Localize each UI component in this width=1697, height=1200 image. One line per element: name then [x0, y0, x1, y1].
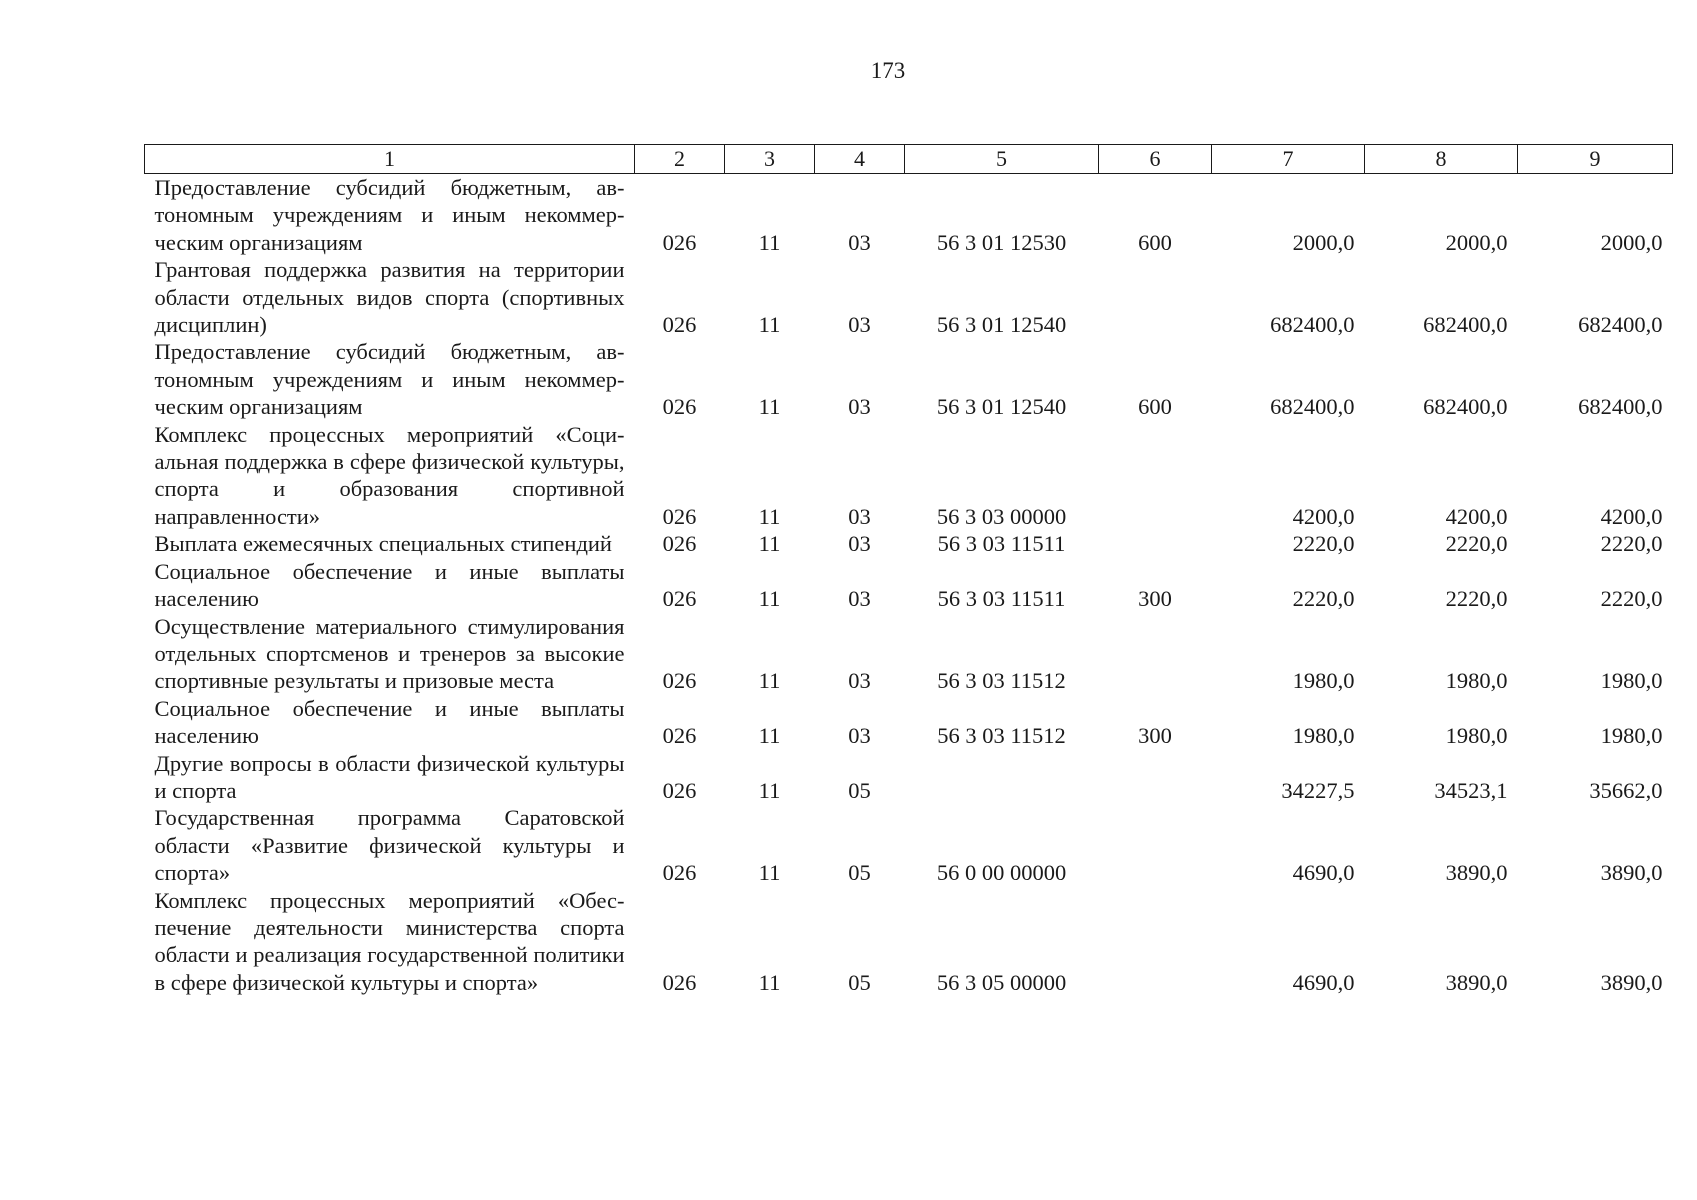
row-amount-col7: 4690,0 [1292, 969, 1355, 995]
row-name: Государственная программа Саратовской области «Развитие физической культуры и спорта» [154, 805, 625, 886]
row-amount-col7: 2220,0 [1292, 586, 1355, 612]
row-subsection: 05 [848, 969, 871, 995]
row-admin-code: 026 [662, 969, 697, 995]
row-amount-col9: 1980,0 [1600, 668, 1663, 694]
table-row [145, 695, 1673, 750]
row-amount-col9: 3890,0 [1600, 969, 1663, 995]
row-admin-code: 026 [662, 668, 697, 694]
row-amount-col9: 35662,0 [1589, 777, 1663, 803]
header-cell-8: 8 [1365, 145, 1518, 174]
row-name: Выплата ежемесячных специальных стипендий [154, 531, 612, 557]
header-row [145, 145, 1673, 174]
row-amount-col8: 2220,0 [1445, 586, 1508, 612]
row-target-article: 56 3 03 00000 [936, 503, 1067, 529]
row-amount-col7: 682400,0 [1270, 394, 1355, 420]
row-amount-col9: 2000,0 [1600, 229, 1663, 255]
row-amount-col8: 682400,0 [1423, 394, 1508, 420]
header-cell-9: 9 [1518, 145, 1673, 174]
budget-table [144, 144, 1673, 996]
row-expense-type: 300 [1138, 586, 1172, 612]
row-target-article: 56 3 01 12540 [936, 394, 1067, 420]
row-admin-code: 026 [662, 723, 697, 749]
row-target-article [905, 750, 1099, 805]
row-amount-col8: 2220,0 [1445, 531, 1508, 557]
row-subsection: 03 [848, 503, 871, 529]
header-cell-4: 4 [815, 145, 905, 174]
row-section: 11 [758, 229, 781, 255]
row-amount-col7: 1980,0 [1292, 723, 1355, 749]
row-amount-col7: 2000,0 [1292, 229, 1355, 255]
header-cell-2: 2 [635, 145, 725, 174]
row-target-article: 56 3 03 11512 [937, 723, 1066, 749]
row-section: 11 [758, 312, 781, 338]
header-cell-5: 5 [905, 145, 1099, 174]
table-row [145, 613, 1673, 695]
row-admin-code: 026 [662, 531, 697, 557]
row-subsection: 05 [848, 777, 871, 803]
table-row [145, 804, 1673, 886]
row-admin-code: 026 [662, 503, 697, 529]
table-row [145, 530, 1673, 557]
row-admin-code: 026 [662, 394, 697, 420]
row-admin-code: 026 [662, 860, 697, 886]
row-target-article: 56 0 00 00000 [936, 860, 1067, 886]
row-section: 11 [758, 723, 781, 749]
row-section: 11 [758, 668, 781, 694]
row-amount-col8: 2000,0 [1445, 229, 1508, 255]
header-cell-3: 3 [725, 145, 815, 174]
row-name: Комплекс процессных мероприятий «Обеспечение деятельности министерства спорта области и реализация государственной политики в сфере физической культуры и спорта» [154, 887, 625, 995]
row-amount-col9: 682400,0 [1578, 312, 1663, 338]
row-name: Комплекс процессных мероприятий «Социальная поддержка в сфере физической культуры, спорта и образования спортивной направленности» [154, 421, 625, 529]
page-number: 173 [870, 58, 906, 83]
row-amount-col7: 2220,0 [1292, 531, 1355, 557]
budget-table-container [144, 144, 1672, 996]
row-amount-col7: 682400,0 [1270, 312, 1355, 338]
row-name: Социальное обеспечение и иные выплаты населению [154, 695, 625, 749]
row-name: Грантовая поддержка развития на территории области отдельных видов спорта (спортивных дисциплин) [154, 257, 625, 338]
row-name: Социальное обеспечение и иные выплаты населению [154, 558, 625, 612]
table-body [145, 174, 1673, 997]
row-section: 11 [758, 503, 781, 529]
row-amount-col9: 682400,0 [1578, 394, 1663, 420]
row-name: Осуществление материального стимулирования отдельных спортсменов и тренеров за высокие спортивные результаты и призовые места [154, 613, 625, 694]
row-amount-col9: 3890,0 [1600, 860, 1663, 886]
row-expense-type: 600 [1138, 394, 1172, 420]
row-subsection: 03 [848, 312, 871, 338]
row-target-article: 56 3 01 12540 [936, 312, 1067, 338]
row-section: 11 [758, 531, 781, 557]
row-section: 11 [758, 586, 781, 612]
row-name: Предоставление субсидий бюджетным, автономным учреждениям и иным некоммерческим организациям [154, 339, 625, 420]
row-target-article: 56 3 03 11511 [937, 531, 1066, 557]
table-row [145, 887, 1673, 997]
table-row [145, 256, 1673, 338]
row-expense-type: 600 [1138, 229, 1172, 255]
row-expense-type [1099, 530, 1212, 557]
table-row [145, 750, 1673, 805]
row-section: 11 [758, 860, 781, 886]
row-expense-type: 300 [1138, 723, 1172, 749]
row-target-article: 56 3 05 00000 [936, 969, 1067, 995]
row-subsection: 03 [848, 723, 871, 749]
row-amount-col8: 682400,0 [1423, 312, 1508, 338]
header-cell-7: 7 [1212, 145, 1365, 174]
row-target-article: 56 3 03 11511 [937, 586, 1066, 612]
row-expense-type [1099, 421, 1212, 531]
row-amount-col7: 4690,0 [1292, 860, 1355, 886]
row-amount-col7: 4200,0 [1292, 503, 1355, 529]
row-subsection: 03 [848, 394, 871, 420]
row-subsection: 03 [848, 668, 871, 694]
table-row [145, 421, 1673, 531]
row-amount-col9: 2220,0 [1600, 586, 1663, 612]
header-cell-1: 1 [145, 145, 635, 174]
table-row [145, 558, 1673, 613]
row-expense-type [1099, 804, 1212, 886]
row-amount-col9: 1980,0 [1600, 723, 1663, 749]
row-subsection: 03 [848, 586, 871, 612]
table-row [145, 174, 1673, 257]
row-subsection: 03 [848, 531, 871, 557]
table-row [145, 338, 1673, 420]
row-target-article: 56 3 03 11512 [937, 668, 1066, 694]
table-header [145, 145, 1673, 174]
row-amount-col8: 34523,1 [1434, 777, 1508, 803]
row-amount-col8: 3890,0 [1445, 860, 1508, 886]
row-amount-col8: 3890,0 [1445, 969, 1508, 995]
row-amount-col8: 4200,0 [1445, 503, 1508, 529]
row-name: Предоставление субсидий бюджетным, автономным учреждениям и иным некоммерческим организациям [154, 175, 625, 255]
row-amount-col9: 4200,0 [1600, 503, 1663, 529]
row-admin-code: 026 [662, 777, 697, 803]
row-section: 11 [758, 969, 781, 995]
row-amount-col7: 34227,5 [1281, 777, 1355, 803]
row-expense-type [1099, 750, 1212, 805]
row-admin-code: 026 [662, 229, 697, 255]
row-expense-type [1099, 256, 1212, 338]
row-subsection: 05 [848, 860, 871, 886]
row-admin-code: 026 [662, 312, 697, 338]
row-section: 11 [758, 777, 781, 803]
row-name: Другие вопросы в области физической культуры и спорта [154, 750, 625, 803]
row-amount-col8: 1980,0 [1445, 723, 1508, 749]
row-amount-col8: 1980,0 [1445, 668, 1508, 694]
row-amount-col7: 1980,0 [1292, 668, 1355, 694]
row-section: 11 [758, 394, 781, 420]
row-expense-type [1099, 887, 1212, 997]
row-amount-col9: 2220,0 [1600, 531, 1663, 557]
header-cell-6: 6 [1099, 145, 1212, 174]
row-target-article: 56 3 01 12530 [936, 229, 1067, 255]
row-expense-type [1099, 613, 1212, 695]
row-subsection: 03 [848, 229, 871, 255]
row-admin-code: 026 [662, 586, 697, 612]
